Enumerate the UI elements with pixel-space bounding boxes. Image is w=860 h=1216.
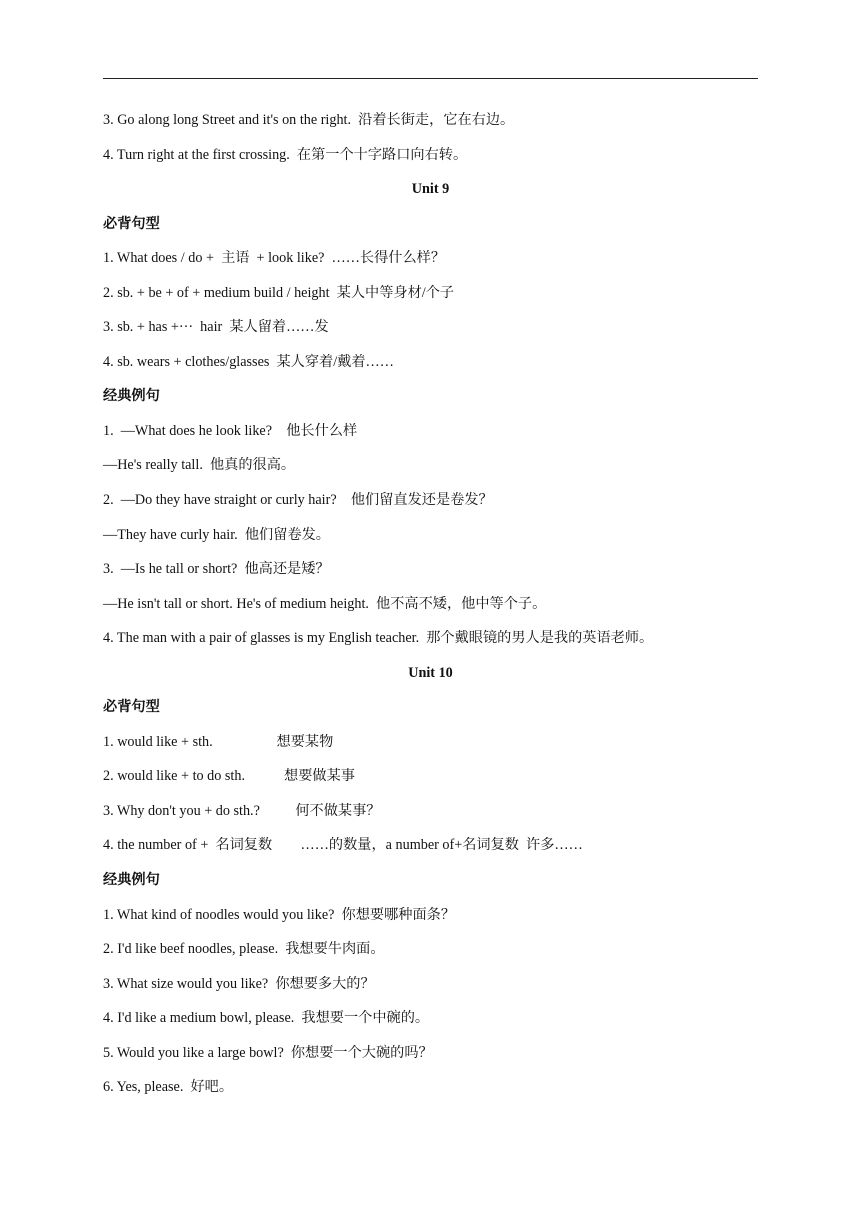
- unit-title: Unit 9: [411, 181, 450, 198]
- header-rule: [103, 78, 758, 79]
- text-line: 1. What does / do + 主语 + look like? ……长得什么样？: [103, 250, 446, 267]
- text-line: —He's really tall. 他真的很高。: [103, 457, 296, 474]
- text-line: 4. sb. wears + clothes/glasses 某人穿着/戴着……: [103, 353, 394, 370]
- section-heading: 必背句型: [103, 699, 160, 716]
- text-line: 1. would like + sth. 想要某物: [103, 733, 334, 750]
- text-line: 2. sb. + be + of + medium build / height 某人中等身材/个子: [103, 284, 455, 301]
- text-line: 2. would like + to do sth. 想要做某事: [103, 768, 355, 785]
- text-line: 3. —Is he tall or short? 他高还是矮？: [103, 561, 330, 578]
- section-heading: 经典例句: [103, 388, 160, 405]
- text-line: 1. What kind of noodles would you like? 你想要哪种面条？: [103, 906, 456, 923]
- text-line: —They have curly hair. 他们留卷发。: [103, 526, 330, 543]
- text-line: —He isn't tall or short. He's of medium height. 他不高不矮，他中等个子。: [103, 595, 547, 612]
- text-line: 3. Go along long Street and it's on the right. 沿着长街走，它在右边。: [103, 112, 515, 128]
- text-line: 3. Why don't you + do sth.? 何不做某事？: [103, 802, 381, 819]
- document-body: [103, 110, 763, 1112]
- section-heading: 经典例句: [103, 872, 160, 889]
- text-line: 3. sb. + has +··· hair 某人留着……发: [103, 319, 329, 336]
- text-line: 6. Yes, please. 好吧。: [103, 1079, 234, 1096]
- text-line: 3. What size would you like? 你想要多大的？: [103, 975, 375, 992]
- text-line: 2. —Do they have straight or curly hair? 他们留直发还是卷发？: [103, 492, 493, 509]
- text-line: 2. I'd like beef noodles, please. 我想要牛肉面。: [103, 941, 385, 958]
- text-line: 4. the number of + 名词复数 ……的数量，a number of+名词复数 许多……: [103, 837, 583, 854]
- text-line: 4. Turn right at the first crossing. 在第一个十字路口向右转。: [103, 146, 468, 163]
- section-heading: 必背句型: [103, 215, 160, 232]
- text-line: 5. Would you like a large bowl? 你想要一个大碗的吗？: [103, 1044, 433, 1061]
- text-line: 4. The man with a pair of glasses is my English teacher. 那个戴眼镜的男人是我的英语老师。: [103, 630, 654, 647]
- text-line: 1. —What does he look like? 他长什么样: [103, 422, 358, 439]
- text-line: 4. I'd like a medium bowl, please. 我想要一个中碗的。: [103, 1010, 430, 1027]
- unit-title: Unit 10: [408, 664, 453, 681]
